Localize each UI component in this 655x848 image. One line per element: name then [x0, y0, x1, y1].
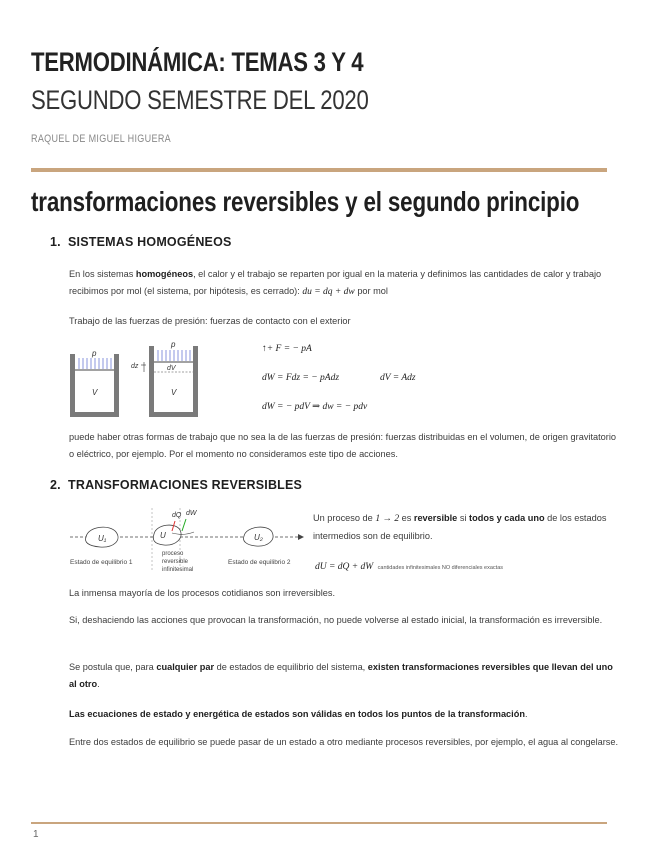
work-volume-equation: dW = − pdV ⇒ dw = − pdv	[262, 402, 368, 412]
state1-label: Estado de equilibrio 1	[70, 559, 133, 566]
reversible-process-diagram	[68, 504, 308, 574]
section1-paragraph2: Trabajo de las fuerzas de presión: fuerzas de contacto con el exterior	[69, 316, 351, 326]
process-label-line3: infinitesimal	[162, 567, 194, 573]
work-equation: dW = Fdz = − pAdz	[262, 373, 340, 383]
document-title: TERMODINÁMICA: TEMAS 3 Y 4	[31, 47, 364, 77]
header-rule	[31, 168, 607, 172]
du-note: cantidades infinitesimales NO diferenciales exactas	[377, 565, 504, 571]
dw-label: dW	[186, 510, 197, 517]
volume-equation: dV = Adz	[380, 373, 416, 383]
u1-label: U₁	[98, 534, 107, 543]
fig2-p-label: p	[171, 340, 176, 349]
section1-paragraph1: En los sistemas homogéneos, el calor y el trabajo se reparten por igual en la materia y definimos las cantidades de calor y trabajo recibimos por mol (el sistema, por hipótesis, es cerrado): du = dq + dw por mol	[69, 269, 602, 297]
reversible-definition: Un proceso de 1 → 2 es reversible si todos y cada uno de los estados intermedios son de equilibrio.	[313, 513, 607, 541]
page-number: 1	[33, 829, 39, 840]
u-label: U	[160, 531, 166, 540]
du-equation: du = dq + dw	[302, 287, 355, 297]
section1-heading	[50, 235, 232, 249]
energy-equation-line	[315, 556, 503, 574]
section2-number: 2.	[50, 478, 61, 492]
dq-label: dQ	[172, 512, 182, 519]
author: RAQUEL DE MIGUEL HIGUERA	[31, 133, 172, 145]
force-equation: ↑+ F = − pA	[262, 344, 312, 354]
fig2-v-label: V	[171, 388, 177, 397]
section2-paragraph2: Si, deshaciendo las acciones que provocan la transformación, no puede volverse al estado inicial, la transformación es irreversible.	[69, 615, 603, 625]
fig1-v-label: V	[92, 388, 98, 397]
section2-heading	[50, 478, 302, 492]
section2-heading-text: TRANSFORMACIONES REVERSIBLES	[68, 478, 303, 492]
section1-paragraph3: puede haber otras formas de trabajo que no sea la de las fuerzas de presión: fuerzas distribuidas en el volumen, de origen gravitatorio o eléctrico, por ejemplo. Por el momento no consideramos este tipo de acciones.	[69, 432, 616, 459]
section2-paragraph5: Entre dos estados de equilibrio se puede pasar de un estado a otro mediante procesos reversibles, por ejemplo, el agua al congelarse.	[69, 737, 619, 747]
section2-paragraph4: Las ecuaciones de estado y energética de estados son válidas en todos los puntos de la transformación.	[69, 709, 528, 719]
piston-diagram	[68, 338, 218, 420]
footer-rule	[31, 822, 607, 824]
du-differential-equation: dU = dQ + dW	[315, 562, 374, 572]
section2-paragraph1: La inmensa mayoría de los procesos cotidianos son irreversibles.	[69, 588, 336, 598]
fig1-p-label: p	[92, 349, 97, 358]
process-label-line1: proceso	[162, 551, 184, 557]
u2-label: U₂	[254, 533, 263, 542]
process-label-line2: reversible	[162, 559, 189, 565]
section1-number: 1.	[50, 235, 61, 249]
fig2-dv-label: dV	[167, 365, 176, 372]
state2-label: Estado de equilibrio 2	[228, 559, 291, 566]
cylinder-1	[70, 349, 119, 417]
chapter-title: transformaciones reversibles y el segundo principio	[31, 186, 580, 217]
section2-paragraph3: Se postula que, para cualquier par de estados de equilibrio del sistema, existen transformaciones reversibles que llevan del uno al otro.	[69, 662, 613, 689]
section1-heading-text: SISTEMAS HOMOGÉNEOS	[68, 235, 232, 249]
cylinder-2	[149, 340, 198, 417]
dz-label: dz	[131, 363, 139, 370]
document-subtitle: SEGUNDO SEMESTRE DEL 2020	[31, 85, 369, 115]
